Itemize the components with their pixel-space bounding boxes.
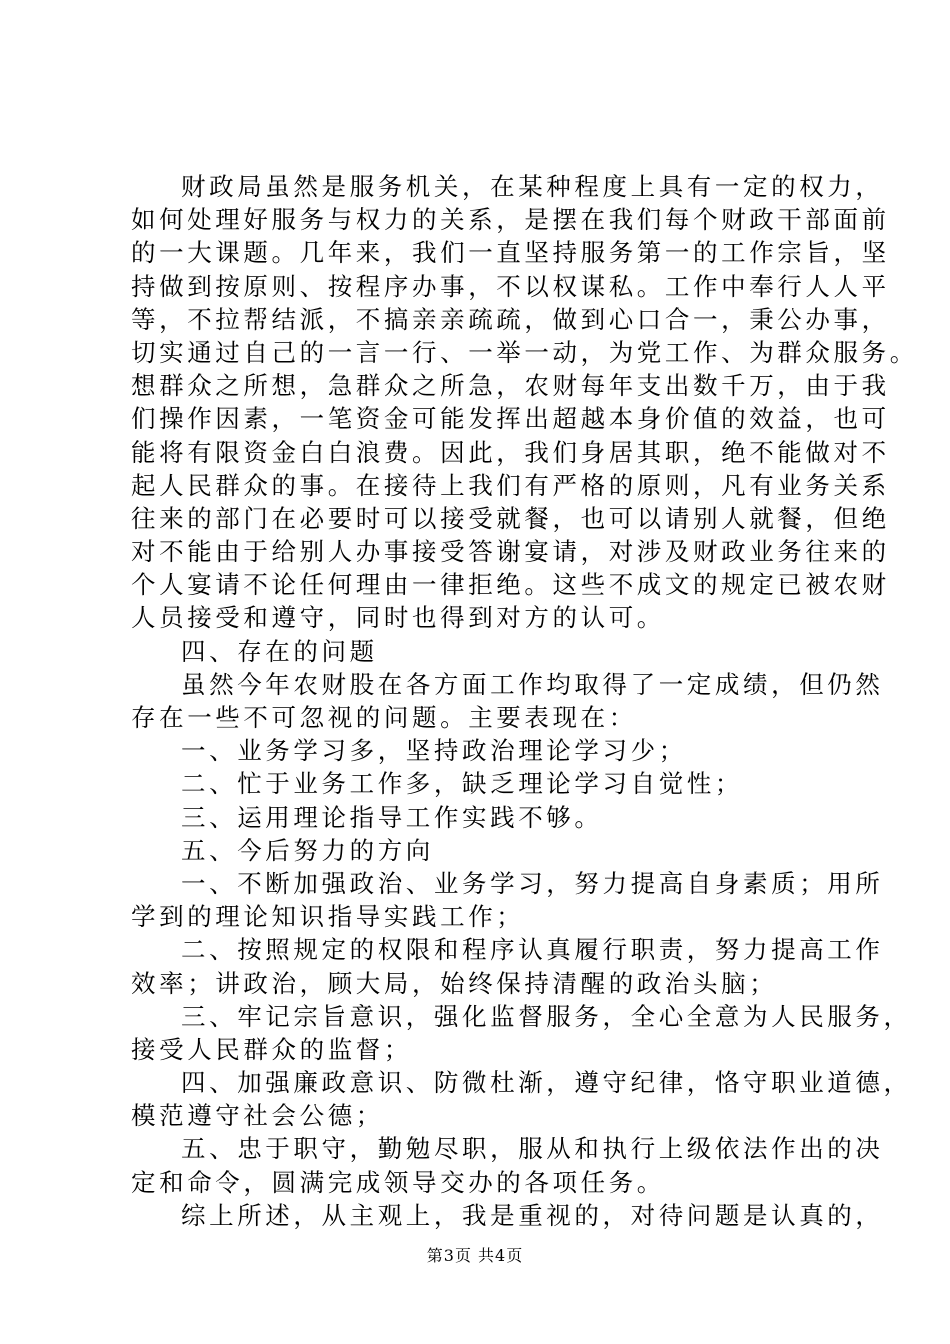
text-line: 虽然今年农财股在各方面工作均取得了一定成绩，但仍然 xyxy=(181,669,884,699)
page-number-footer: 第3页 共4页 xyxy=(426,1246,524,1265)
text-line: 四、存在的问题 xyxy=(181,636,378,666)
text-line: 一、业务学习多，坚持政治理论学习少； xyxy=(181,736,687,766)
text-line: 往来的部门在必要时可以接受就餐，也可以请别人就餐，但绝 xyxy=(131,503,890,533)
text-line: 人员接受和遵守，同时也得到对方的认可。 xyxy=(131,603,665,633)
text-line: 三、牢记宗旨意识，强化监督服务，全心全意为人民服务， xyxy=(181,1001,912,1031)
text-line: 学到的理论知识指导实践工作； xyxy=(131,902,525,932)
text-line: 对不能由于给别人办事接受答谢宴请，对涉及财政业务往来的 xyxy=(131,537,890,567)
text-line: 财政局虽然是服务机关，在某种程度上具有一定的权力， xyxy=(181,172,884,201)
text-line: 能将有限资金白白浪费。因此，我们身居其职，绝不能做对不 xyxy=(131,437,890,467)
document-body xyxy=(131,170,918,1232)
text-line: 的一大课题。几年来，我们一直坚持服务第一的工作宗旨，坚 xyxy=(131,238,890,268)
text-line: 接受人民群众的监督； xyxy=(131,1034,412,1064)
text-line: 三、运用理论指导工作实践不够。 xyxy=(181,802,603,832)
text-line: 五、忠于职守，勤勉尽职，服从和执行上级依法作出的决 xyxy=(181,1134,884,1164)
text-line: 四、加强廉政意识、防微杜渐，遵守纪律，恪守职业道德， xyxy=(181,1068,912,1098)
text-line: 一、不断加强政治、业务学习，努力提高自身素质；用所 xyxy=(181,868,884,898)
text-line: 五、今后努力的方向 xyxy=(181,835,434,865)
text-line: 个人宴请不论任何理由一律拒绝。这些不成文的规定已被农财 xyxy=(131,570,890,600)
text-line: 等，不拉帮结派，不搞亲亲疏疏，做到心口合一，秉公办事， xyxy=(131,304,890,334)
text-line: 综上所述，从主观上，我是重视的，对待问题是认真的， xyxy=(181,1200,884,1230)
text-line: 定和命令，圆满完成领导交办的各项任务。 xyxy=(131,1167,665,1197)
text-line: 起人民群众的事。在接待上我们有严格的原则，凡有业务关系 xyxy=(131,470,890,500)
text-line: 持做到按原则、按程序办事，不以权谋私。工作中奉行人人平 xyxy=(131,271,890,301)
text-line: 切实通过自己的一言一行、一举一动，为党工作、为群众服务。 xyxy=(131,337,918,367)
text-line: 想群众之所想，急群众之所急，农财每年支出数千万，由于我 xyxy=(131,371,890,401)
text-line: 存在一些不可忽视的问题。主要表现在： xyxy=(131,703,637,732)
text-line: 效率；讲政治，顾大局，始终保持清醒的政治头脑； xyxy=(131,968,778,998)
text-line: 二、按照规定的权限和程序认真履行职责，努力提高工作 xyxy=(181,935,884,965)
text-line: 们操作因素，一笔资金可能发挥出超越本身价值的效益，也可 xyxy=(131,404,890,434)
text-line: 如何处理好服务与权力的关系，是摆在我们每个财政干部面前 xyxy=(131,205,890,235)
text-line: 二、忙于业务工作多，缺乏理论学习自觉性； xyxy=(181,769,743,799)
text-line: 模范遵守社会公德； xyxy=(131,1101,384,1131)
